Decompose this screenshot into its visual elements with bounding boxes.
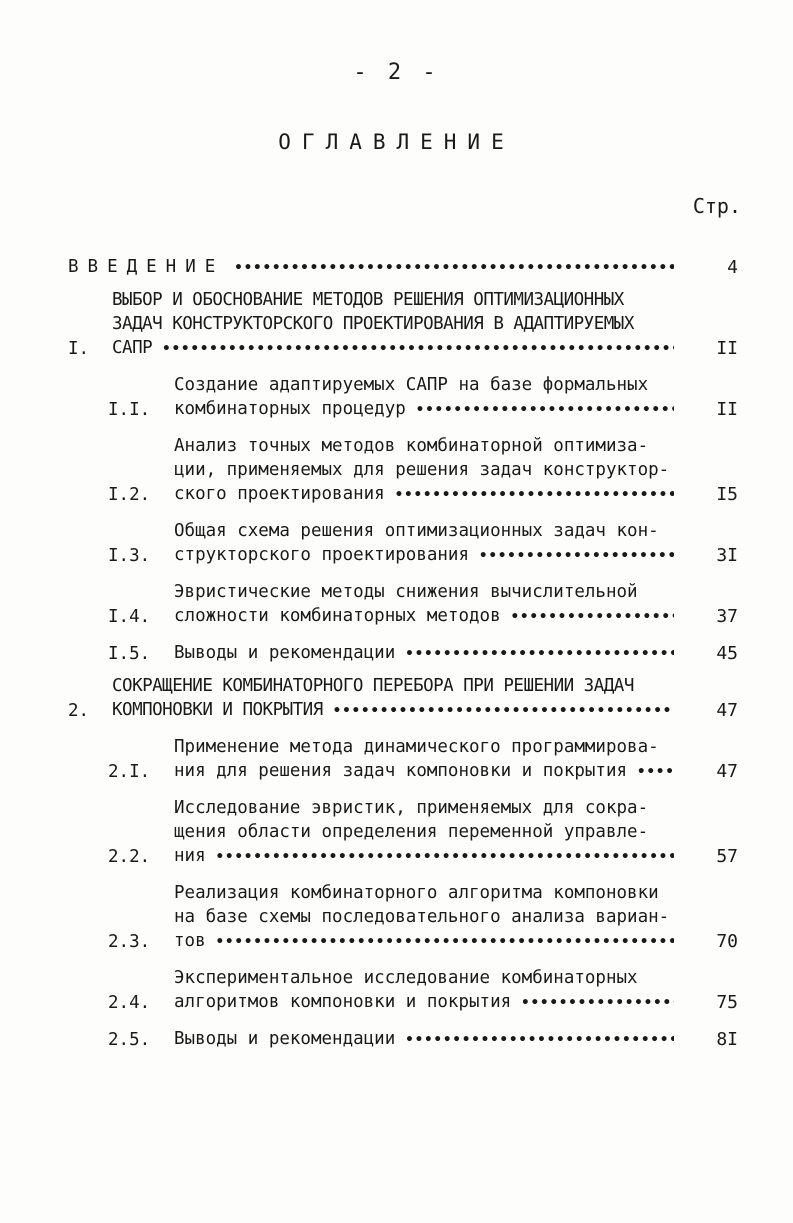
toc-entry-line	[174, 929, 678, 954]
toc-entry-page: 37	[716, 606, 738, 627]
toc-entry-number: I.	[68, 339, 90, 359]
toc-entry-title	[174, 1027, 678, 1052]
toc-entry-title	[174, 881, 678, 954]
toc-entry-line	[112, 698, 678, 723]
toc-entry-line	[174, 735, 678, 759]
toc-entry-page: 57	[716, 846, 738, 867]
toc-entry-section	[68, 641, 738, 666]
toc-entry-line	[174, 604, 678, 629]
toc-entry-title	[68, 255, 678, 280]
toc-entry-line	[174, 759, 678, 784]
toc-entry-line	[68, 255, 678, 280]
toc-entry-number: I.3.	[108, 546, 151, 566]
toc-entry-section	[68, 735, 738, 784]
toc-entry-text: Исследование эвристик, применяемых для сокра-	[174, 798, 649, 818]
dot-leader	[405, 1028, 674, 1052]
toc-entry-number: I.4.	[108, 607, 151, 627]
toc-entry-line	[174, 820, 678, 844]
toc-entry-text: Выводы и рекомендации	[174, 643, 396, 663]
toc-entry-text: Экспериментальное исследование комбинаторных	[174, 968, 638, 988]
toc-entry-section	[68, 580, 738, 629]
toc-entry-title	[174, 434, 678, 507]
toc-entry-text: ния для решения задач компоновки и покрытия	[174, 761, 628, 781]
toc-entry-page: 47	[716, 700, 738, 721]
toc-entry-page: 3I	[716, 545, 738, 566]
toc-entry-page: II	[716, 338, 738, 359]
toc-entry-text: сложности комбинаторных методов	[174, 606, 501, 626]
dot-leader	[637, 760, 674, 784]
toc-entry-section	[68, 796, 738, 869]
dot-leader	[333, 699, 674, 723]
toc-entry-line	[174, 966, 678, 990]
toc-entry-page: 45	[716, 643, 738, 664]
toc-entry-number: 2.2.	[108, 847, 151, 867]
toc-entry-section	[68, 434, 738, 507]
dot-leader	[216, 930, 674, 954]
toc-entry-text: ции, применяемых для решения задач конструктор-	[174, 460, 670, 480]
toc-entry-text: ВВЕДЕНИЕ	[68, 257, 225, 277]
toc-entry-section	[68, 519, 738, 568]
page-column-header: Стр.	[692, 194, 741, 218]
toc-entry-line	[174, 373, 678, 397]
toc-entry-line	[174, 543, 678, 568]
toc-entry-title	[174, 796, 678, 869]
toc-entry-title	[112, 288, 678, 361]
toc-entry-line	[174, 458, 678, 482]
dot-leader	[162, 337, 674, 361]
toc-entry-number: 2.4.	[108, 993, 151, 1013]
toc-entry-line	[174, 844, 678, 869]
toc-entry-line	[174, 1027, 678, 1052]
toc-entry-number: 2.3.	[108, 932, 151, 952]
toc-entry-text: Реализация комбинаторного алгоритма компоновки	[174, 883, 659, 903]
toc-entry-text: структорского проектирования	[174, 545, 470, 565]
toc-entry-section	[68, 373, 738, 422]
toc-title: ОГЛАВЛЕНИЕ	[278, 130, 515, 154]
toc-entry-title	[174, 519, 678, 568]
toc-entry-title	[174, 966, 678, 1015]
toc-entry-number: I.5.	[108, 644, 151, 664]
toc-entry-chapter	[68, 288, 738, 361]
table-of-contents	[68, 255, 738, 1052]
toc-entry-text: ЗАДАЧ КОНСТРУКТОРСКОГО ПРОЕКТИРОВАНИЯ В АДАПТИРУЕМЫХ	[112, 314, 634, 334]
toc-entry-text: щения области определения переменной управле-	[174, 822, 649, 842]
toc-entry-text: алгоритмов компоновки и покрытия	[174, 992, 512, 1012]
toc-entry-number: I.2.	[108, 485, 151, 505]
toc-entry-line	[174, 434, 678, 458]
toc-entry-text: Анализ точных методов комбинаторной оптимиза-	[174, 436, 649, 456]
dot-leader	[511, 605, 674, 629]
toc-entry-text: Общая схема решения оптимизационных задач кон-	[174, 521, 659, 541]
toc-entry-page: 70	[716, 931, 738, 952]
toc-entry-text: Применение метода динамического программирова-	[174, 737, 659, 757]
toc-entry-line	[112, 312, 678, 336]
toc-entry-title	[174, 373, 678, 422]
toc-entry-text: тов	[174, 931, 206, 951]
toc-entry-number: 2.5.	[108, 1030, 151, 1050]
toc-entry-line	[174, 397, 678, 422]
toc-entry-line	[174, 990, 678, 1015]
dot-leader	[416, 398, 674, 422]
dot-leader	[216, 845, 674, 869]
toc-entry-line	[174, 641, 678, 666]
toc-entry-page: 4	[727, 257, 738, 278]
toc-entry-title	[174, 735, 678, 784]
dot-leader	[479, 544, 674, 568]
toc-entry-line	[174, 519, 678, 543]
toc-entry-section	[68, 881, 738, 954]
toc-entry-line	[112, 288, 678, 312]
toc-entry-page: 8I	[716, 1029, 738, 1050]
toc-entry-line	[174, 580, 678, 604]
toc-entry-text: САПР	[112, 338, 153, 358]
dot-leader	[521, 991, 674, 1015]
toc-entry-text: ского проектирования	[174, 484, 385, 504]
toc-entry-text: ВЫБОР И ОБОСНОВАНИЕ МЕТОДОВ РЕШЕНИЯ ОПТИМИЗАЦИОННЫХ	[112, 290, 624, 310]
toc-entry-line	[174, 905, 678, 929]
toc-entry-section	[68, 1027, 738, 1052]
toc-entry-number: 2.I.	[108, 762, 151, 782]
page-number: - 2 -	[353, 60, 440, 85]
toc-entry-text: Выводы и рекомендации	[174, 1029, 396, 1049]
toc-entry-title	[174, 580, 678, 629]
toc-entry-text: КОМПОНОВКИ И ПОКРЫТИЯ	[112, 700, 323, 720]
toc-entry-intro	[68, 255, 738, 280]
toc-entry-text: СОКРАЩЕНИЕ КОМБИНАТОРНОГО ПЕРЕБОРА ПРИ РЕШЕНИИ ЗАДАЧ	[112, 676, 634, 696]
toc-entry-line	[112, 674, 678, 698]
toc-entry-title	[174, 641, 678, 666]
toc-entry-line	[174, 881, 678, 905]
toc-entry-text: Эвристические методы снижения вычислительной	[174, 582, 638, 602]
toc-entry-text: Создание адаптируемых САПР на базе формальных	[174, 375, 649, 395]
toc-entry-text: на базе схемы последовательного анализа вариан-	[174, 907, 670, 927]
toc-entry-text: ния	[174, 846, 206, 866]
toc-entry-number: 2.	[68, 701, 90, 721]
toc-entry-page: II	[716, 399, 738, 420]
toc-entry-section	[68, 966, 738, 1015]
dot-leader	[234, 256, 674, 280]
toc-entry-page: 75	[716, 992, 738, 1013]
toc-entry-page: 47	[716, 761, 738, 782]
toc-entry-page: I5	[716, 484, 738, 505]
dot-leader	[405, 642, 674, 666]
toc-entry-chapter	[68, 674, 738, 723]
dot-leader	[395, 483, 674, 507]
toc-entry-title	[112, 674, 678, 723]
toc-entry-line	[112, 336, 678, 361]
toc-entry-line	[174, 796, 678, 820]
toc-entry-text: комбинаторных процедур	[174, 399, 406, 419]
toc-entry-number: I.I.	[108, 400, 151, 420]
toc-entry-line	[174, 482, 678, 507]
